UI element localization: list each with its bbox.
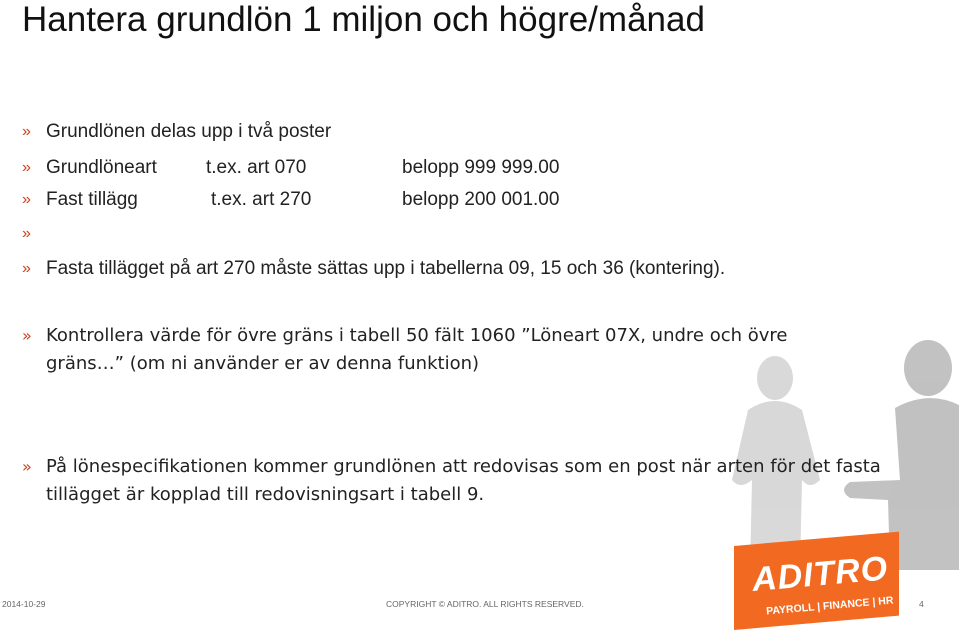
footer-page-number: 4: [919, 599, 924, 609]
bullet-mark: »: [22, 260, 31, 277]
aditro-logo: ADITRO: [750, 549, 890, 600]
bullet-text: På lönespecifikationen kommer grundlönen att redovisas som en post när arten för det fasta tillägget är kopplad till redovisningsart i tabell 9.: [46, 456, 881, 505]
aditro-logo-tagline: PAYROLL | FINANCE | HR: [765, 594, 894, 618]
wage-type-art: t.ex. art 070: [206, 157, 307, 178]
bullet-text: Fasta tillägget på art 270 måste sättas upp i tabellerna 09, 15 och 36 (kontering).: [46, 258, 726, 279]
bullet-mark: »: [22, 159, 31, 176]
bullet-mark: »: [22, 191, 31, 208]
bullet-mark: »: [22, 225, 31, 242]
bullet-mark: »: [22, 123, 31, 140]
bullet-text: Kontrollera värde för övre gräns i tabell 50 fält 1060 ”Löneart 07X, undre och övre gräns…” (om ni använder er av denna funktion): [46, 325, 788, 374]
bullet-mark: »: [22, 326, 32, 345]
wage-type-amount: belopp 999 999.00: [402, 157, 560, 178]
footer-date: 2014-10-29: [2, 599, 46, 609]
footer-copyright: COPYRIGHT © ADITRO. ALL RIGHTS RESERVED.: [386, 599, 584, 609]
slide-title: Hantera grundlön 1 miljon och högre/månad: [22, 0, 705, 39]
fixed-supplement-label: Fast tillägg: [46, 189, 138, 210]
fixed-supplement-art: t.ex. art 270: [211, 189, 312, 210]
bullet-text: Grundlönen delas upp i två poster: [46, 121, 332, 142]
wage-type-label: Grundlöneart: [46, 157, 157, 178]
bullet-mark: »: [22, 457, 32, 476]
fixed-supplement-amount: belopp 200 001.00: [402, 189, 560, 210]
